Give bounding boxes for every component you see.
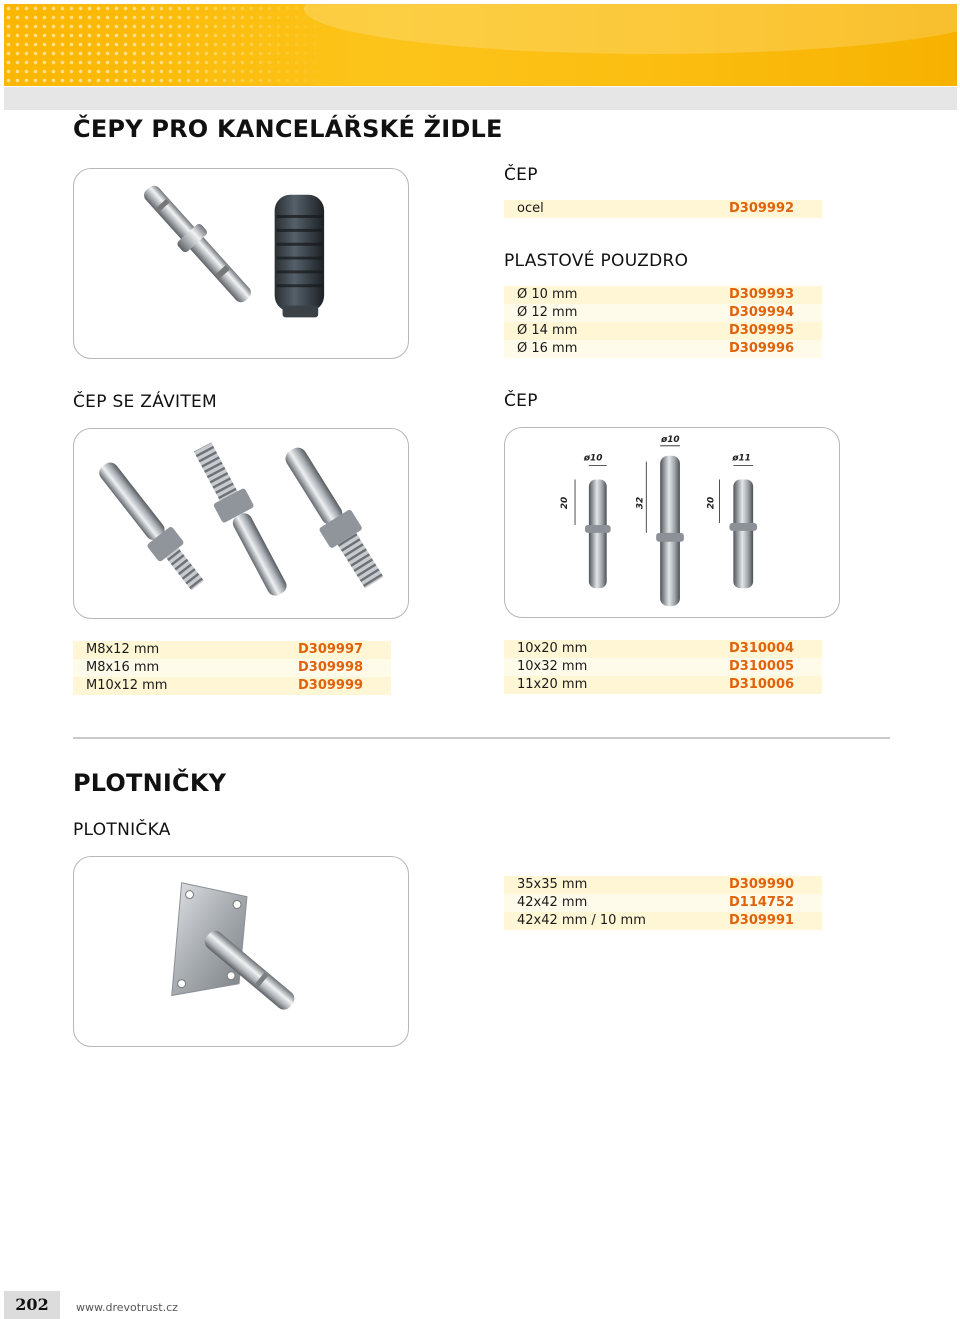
spec-table-cep-2 <box>504 640 822 694</box>
threaded-pins-illustration <box>74 429 408 618</box>
subtitle-cep-se-zavitem: ČEP SE ZÁVITEM <box>73 392 218 412</box>
dim-right-length: 20 <box>706 496 717 510</box>
row-label: Ø 16 mm <box>504 340 729 358</box>
plate-pin-illustration <box>74 857 408 1046</box>
table-row <box>504 322 822 340</box>
website-link[interactable]: www.drevotrust.cz <box>76 1301 178 1314</box>
product-image-plotnicka <box>73 856 409 1047</box>
pin-and-sleeve-illustration <box>74 169 408 358</box>
row-code: D309992 <box>729 200 822 218</box>
table-row <box>504 286 822 304</box>
row-code: D309991 <box>729 912 822 930</box>
row-label: M8x16 mm <box>73 659 298 677</box>
row-code: D309996 <box>729 340 822 358</box>
spec-table-plotnicka <box>504 876 822 930</box>
table-row <box>504 340 822 358</box>
subtitle-plastove-pouzdro: PLASTOVÉ POUZDRO <box>504 251 689 271</box>
row-label: 42x42 mm <box>504 894 729 912</box>
section-title-plotnicky: PLOTNIČKY <box>73 769 227 797</box>
row-code: D310004 <box>729 640 822 658</box>
dim-right-diameter: ø11 <box>732 453 751 464</box>
table-row <box>73 641 391 659</box>
page-number: 202 <box>4 1291 60 1319</box>
table-row <box>504 658 822 676</box>
row-code: D114752 <box>729 894 822 912</box>
product-image-cep-pouzdro <box>73 168 409 359</box>
table-row <box>504 640 822 658</box>
table-row <box>73 677 391 695</box>
row-label: Ø 12 mm <box>504 304 729 322</box>
header-banner <box>4 4 957 86</box>
subtitle-plotnicka: PLOTNIČKA <box>73 820 171 840</box>
dim-mid-length: 32 <box>635 496 646 510</box>
row-code: D309990 <box>729 876 822 894</box>
row-code: D309998 <box>298 659 391 677</box>
table-row <box>504 676 822 694</box>
row-label: 10x20 mm <box>504 640 729 658</box>
table-row <box>73 659 391 677</box>
product-image-cep-rozmery <box>504 427 840 618</box>
dim-left-diameter: ø10 <box>583 453 603 464</box>
row-label: 10x32 mm <box>504 658 729 676</box>
table-row <box>504 304 822 322</box>
section-title-cepy: ČEPY PRO KANCELÁŘSKÉ ŽIDLE <box>73 115 503 143</box>
dim-left-length: 20 <box>560 496 571 510</box>
row-label: M8x12 mm <box>73 641 298 659</box>
product-image-cep-se-zavitem <box>73 428 409 619</box>
spec-table-pouzdro <box>504 286 822 358</box>
row-label: Ø 10 mm <box>504 286 729 304</box>
dim-mid-diameter: ø10 <box>661 434 680 445</box>
row-code: D309993 <box>729 286 822 304</box>
spec-table-zavit <box>73 641 391 695</box>
row-label: Ø 14 mm <box>504 322 729 340</box>
header-dot-pattern <box>4 4 334 86</box>
section-divider <box>73 737 890 739</box>
subtitle-cep-2: ČEP <box>504 391 538 411</box>
row-code: D309997 <box>298 641 391 659</box>
row-code: D310006 <box>729 676 822 694</box>
table-row <box>504 200 822 218</box>
row-code: D309994 <box>729 304 822 322</box>
row-label: M10x12 mm <box>73 677 298 695</box>
row-code: D309995 <box>729 322 822 340</box>
table-row <box>504 912 822 930</box>
row-label: 11x20 mm <box>504 676 729 694</box>
row-code: D309999 <box>298 677 391 695</box>
row-label: 35x35 mm <box>504 876 729 894</box>
subtitle-cep: ČEP <box>504 165 538 185</box>
spec-table-cep <box>504 200 822 218</box>
row-label: 42x42 mm / 10 mm <box>504 912 729 930</box>
header-swoosh <box>304 4 957 54</box>
row-code: D310005 <box>729 658 822 676</box>
header-grey-bar <box>4 87 957 110</box>
pin-dimensions-drawing <box>505 428 839 617</box>
table-row <box>504 894 822 912</box>
table-row <box>504 876 822 894</box>
row-label: ocel <box>504 200 729 218</box>
